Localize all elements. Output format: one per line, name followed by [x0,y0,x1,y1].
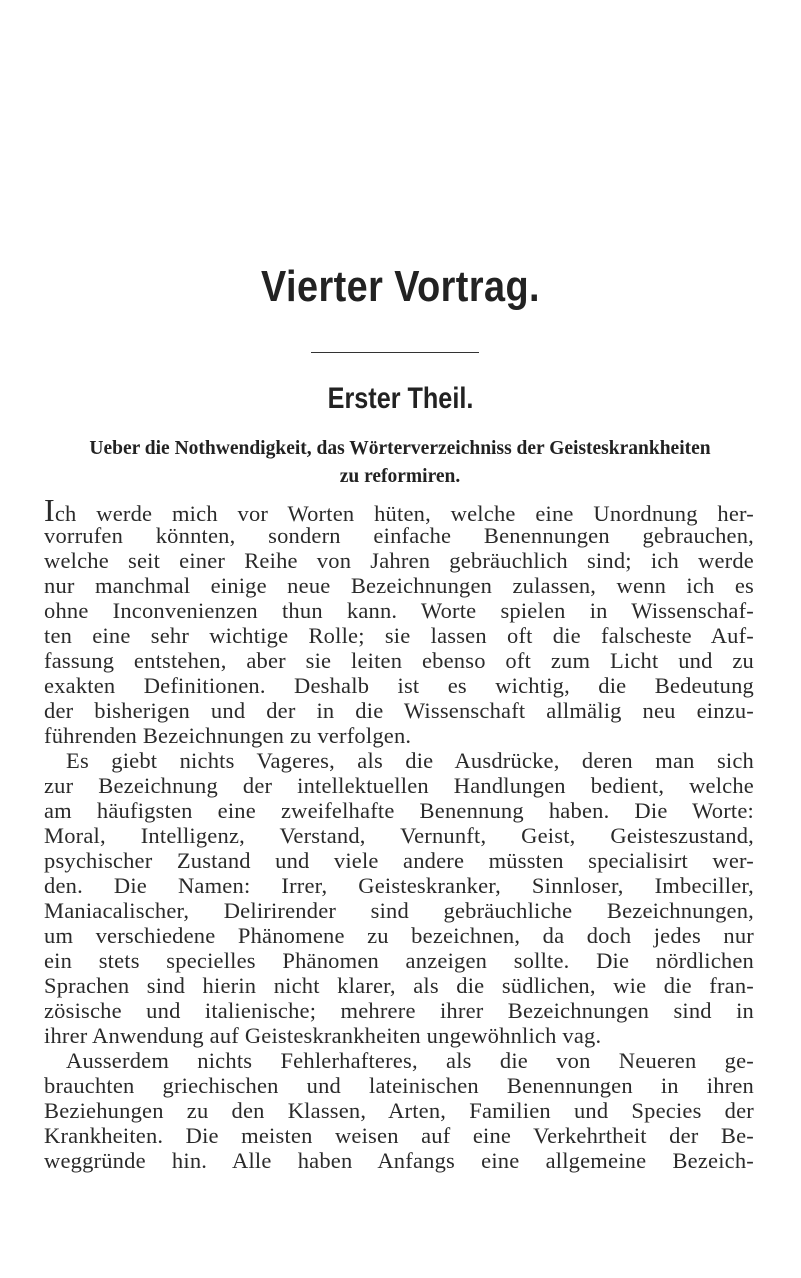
title-divider-rule [311,352,479,353]
text-line-content: ch werde mich vor Worten hüten, welche eine Unordnung her- [54,501,754,526]
chapter-title: Vierter Vortrag. [261,262,540,311]
part-title: Erster Theil. [327,382,474,415]
text-line: um verschiedene Phänomene zu bezeichnen, da doch jedes nur [44,923,754,948]
text-line: führenden Bezeichnungen zu verfolgen. [44,723,412,748]
text-line: exakten Definitionen. Deshalb ist es wichtig, die Bedeutung [44,673,754,698]
text-line: Sprachen sind hierin nicht klarer, als die südlichen, wie die fran- [44,973,754,998]
section-heading-line-2: zu reformiren. [339,466,461,487]
body-text [44,492,754,1173]
text-line: der bisherigen und der in die Wissenschaft allmälig neu einzu- [44,698,754,723]
text-line: weggründe hin. Alle haben Anfangs eine allgemeine Bezeich- [44,1148,754,1173]
text-line: am häufigsten eine zweifelhafte Benennung haben. Die Worte: [44,798,754,823]
paragraph-1 [44,492,754,748]
text-line: ein stets specielles Phänomen anzeigen sollte. Die nördlichen [44,948,754,973]
paragraph-2 [44,748,754,1048]
text-line: welche seit einer Reihe von Jahren gebräuchlich sind; ich werde [44,548,754,573]
text-line: nur manchmal einige neue Bezeichnungen zulassen, wenn ich es [44,573,754,598]
paragraph-3 [44,1048,754,1173]
text-line: den. Die Namen: Irrer, Geisteskranker, Sinnloser, Imbeciller, [44,873,754,898]
text-line: Beziehungen zu den Klassen, Arten, Familien und Species der [44,1098,754,1123]
text-line: psychischer Zustand und viele andere müssten specialisirt wer- [44,848,754,873]
text-line: Es giebt nichts Vageres, als die Ausdrücke, deren man sich [66,748,754,773]
text-line: Krankheiten. Die meisten weisen auf eine Verkehrtheit der Be- [44,1123,754,1148]
text-line: ohne Inconvenienzen thun kann. Worte spielen in Wissenschaf- [44,598,754,623]
text-line: vorrufen könnten, sondern einfache Benennungen gebrauchen, [44,523,754,548]
text-line: ihrer Anwendung auf Geisteskrankheiten ungewöhnlich vag. [44,1023,602,1048]
text-line: brauchten griechischen und lateinischen Benennungen in ihren [44,1073,754,1098]
text-line: ten eine sehr wichtige Rolle; sie lassen oft die falscheste Auf- [44,623,754,648]
text-line: zur Bezeichnung der intellektuellen Handlungen bedient, welche [44,773,754,798]
text-line [44,492,754,528]
section-heading [60,435,740,491]
section-heading-line-1: Ueber die Nothwendigkeit, das Wörterverzeichniss der Geisteskrankheiten [89,438,711,459]
text-line: zösische und italienische; mehrere ihrer Bezeichnungen sind in [44,998,754,1023]
drop-cap: I [44,492,55,528]
text-line: Maniacalischer, Delirirender sind gebräuchliche Bezeichnungen, [44,898,754,923]
text-line: fassung entstehen, aber sie leiten ebenso oft zum Licht und zu [44,648,754,673]
text-line: Ausserdem nichts Fehlerhafteres, als die von Neueren ge- [66,1048,754,1073]
text-line: Moral, Intelligenz, Verstand, Vernunft, Geist, Geisteszustand, [44,823,754,848]
